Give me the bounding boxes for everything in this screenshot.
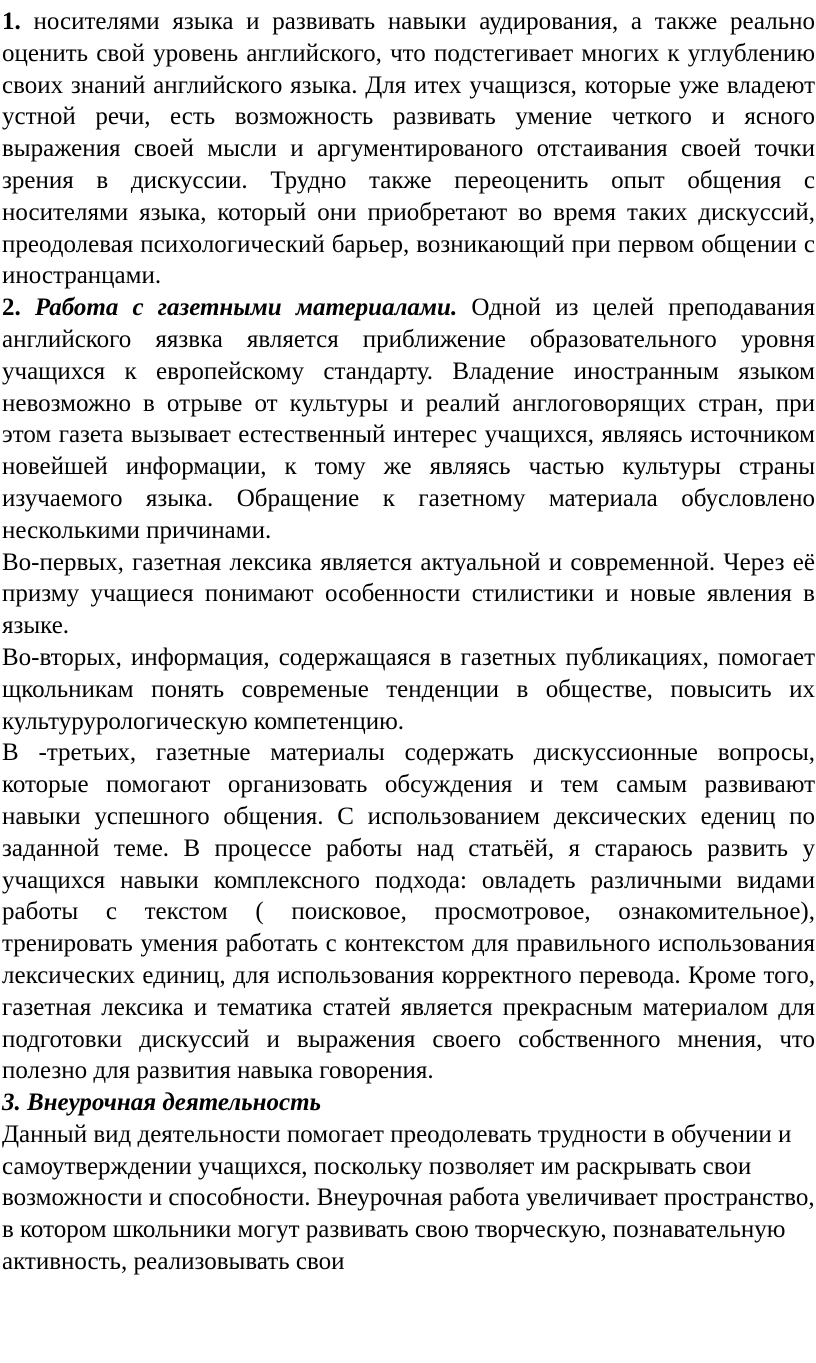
paragraph-text: В -третьих, газетные материалы содержать дискуссионные вопросы, которые помогают организовать обсуждения и тем самым развивают навыки успешного общения. С использованием дексических едениц по заданной теме. В процессе работы над статьёй, я стараюсь развить у учащихся навыки комплексного подхода: овладеть различными видами работы с текстом ( поисковое, просмотровое, ознакомительное), тренировать умения работать с контекстом для правильного использования лексических единиц, для использования корректного перевода. Кроме того, газетная лексика и тематика статей является прекрасным материалом для подготовки дискуссий и выражения своего собственного мнения, что полезно для развития навыка говорения. [2,739,815,1085]
paragraph-7 [2,1119,815,1278]
paragraph-text: Во-вторых, информация, содержащаяся в газетных публикациях, помогает щкольникам понять современые тенденции в обществе, повысить их культурурологическую компетенцию. [2,643,815,735]
paragraph-text: Одной из целей преподавания английского яязвка является приближение образовательного уровня учащихся к европейскому стандарту. Владение иностранным языком невозможно в отрыве от культуры и реалий англоговорящих стран, при этом газета вызывает естественный интерес учащихся, являясь источником новейшей информации, к тому же являясь частью культуры страны изучаемого языка. Обращение к газетному материала обусловлено несколькими причинами. [2,294,815,544]
paragraph-text: Данный вид деятельности помогает преодолевать трудности в обучении и самоутверждении учащихся, поскольку позволяет им раскрывать свои возможности и способности. Внеурочная работа увеличивает пространство, в котором школьники могут развивать свою творческую, познавательную активность, реализовывать свои [2,1120,815,1276]
paragraph-1 [2,6,815,292]
paragraph-5 [2,737,815,1087]
paragraph-text: Во-первых, газетная лексика является актуальной и современной. Через её призму учащиеся понимают особенности стилистики и новые явления в языке. [2,548,815,640]
paragraph-number: 1. [2,8,21,35]
paragraph-2 [2,292,815,546]
paragraph-text: носителями языка и развивать навыки аудирования, а также реально оценить свой уровень английского, что подстегивает многих к углублению своих знаний английского языка. Для итех учащизся, которые уже владеют устной речи, есть возможность развивать умение четкого и ясного выражения своей мысли и аргументированого отстаивания своей точки зрения в дискуссии. Трудно также переоценить опыт общения с носителями языка, который они приобретают во время таких дискуссий, преодолевая психологический барьер, возникающий при первом общении с иностранцами. [2,8,815,290]
section-heading: Работа с газетными материалами. [20,294,458,322]
paragraph-4 [2,642,815,737]
paragraph-number: 2. [2,294,21,322]
paragraph-3 [2,547,815,642]
paragraph-6-heading [2,1087,815,1119]
section-heading: 3. Внеурочная деятельность [2,1089,321,1117]
